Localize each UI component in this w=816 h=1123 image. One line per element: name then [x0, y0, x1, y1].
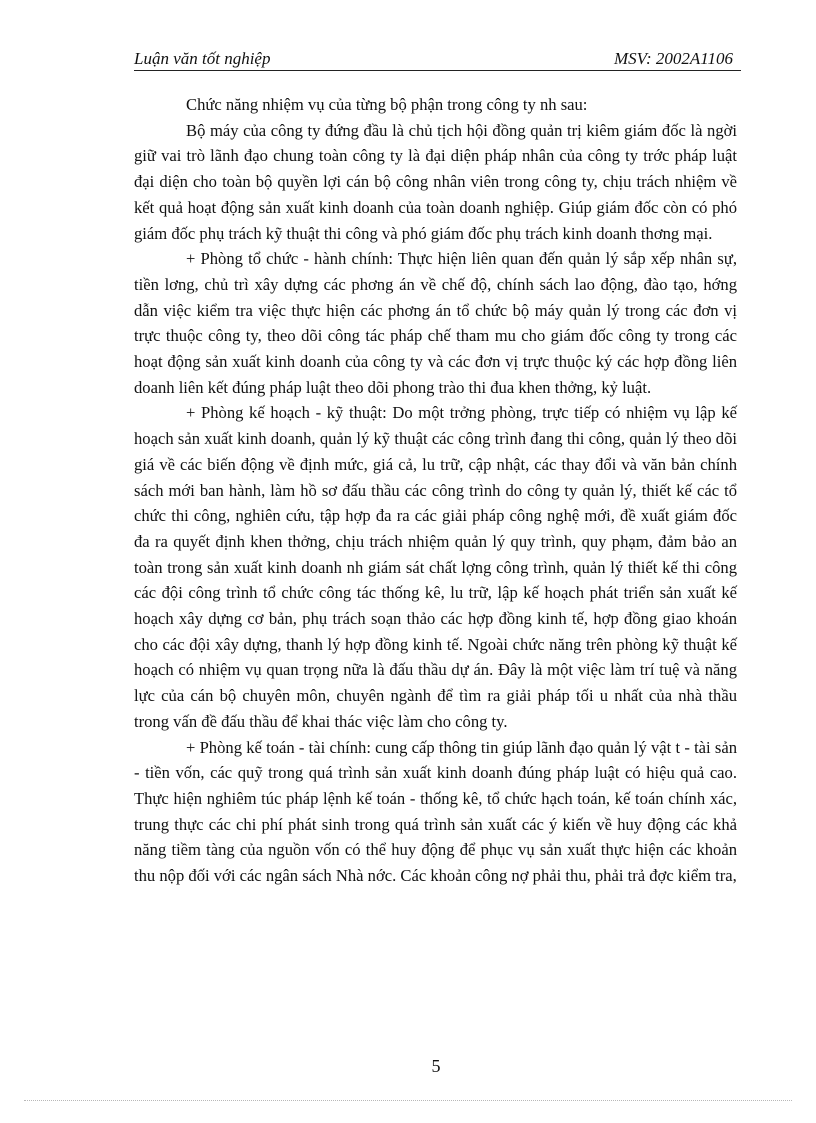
paragraph-accounting-department: + Phòng kế toán - tài chính: cung cấp thông tin giúp lãnh đạo quản lý vật t - tài sản - tiền vốn, các quỹ trong quá trình sản xuất kinh doanh đúng pháp luật có hiệu quả cao. Thực hiện nghiêm túc pháp lệnh kế toán - thống kê, tổ chức hạch toán, kế toán chính xác, trung thực các chi phí phát sinh trong quá trình sản xuất các ý kiến về huy động các khả năng tiềm tàng của nguồn vốn có thể huy động để phục vụ sản xuất thực hiện các khoản thu nộp đối với các ngân sách Nhà nớc. Các khoản công nợ phải thu, phải trả đợc kiểm tra, — [134, 737, 737, 886]
paragraph-management: Bộ máy của công ty đứng đầu là chủ tịch hội đồng quản trị kiêm giám đốc là ngời giữ vai trò lãnh đạo chung toàn công ty là đại diện pháp nhân của công ty trớc pháp luật đại diện cho toàn bộ quyền lợi cán bộ công nhân viên trong công ty, chịu trách nhiệm về kết quả hoạt động sản xuất kinh doanh của toàn doanh nghiệp. Giúp giám đốc còn có phó giám đốc phụ trách kỹ thuật thi công và phó giám đốc phụ trách kinh doanh thơng mại. — [134, 120, 737, 243]
header-thesis-title: Luận văn tốt nghiệp — [134, 49, 271, 68]
paragraph-organization-department: + Phòng tổ chức - hành chính: Thực hiện liên quan đến quản lý sắp xếp nhân sự, tiền lơng, chủ trì xây dựng các phơng án về chế độ, chính sách lao động, đào tạo, hớng dẫn việc kiểm tra việc thực hiện các phơng án tổ chức bộ máy quản lý trong các đơn vị trực thuộc công ty, theo dõi công tác pháp chế tham mu cho giám đốc công ty trong các hoạt động sản xuất kinh doanh của công ty và các đơn vị trực thuộc ký các hợp đồng liên doanh liên kết đúng pháp luật theo dõi phong trào thi đua khen thởng, kỷ luật. — [134, 249, 737, 397]
page-header — [134, 46, 741, 71]
page-number: 5 — [431, 1056, 441, 1076]
body-text — [134, 92, 737, 889]
paragraph-planning-department: + Phòng kế hoạch - kỹ thuật: Do một trởng phòng, trực tiếp có nhiệm vụ lập kế hoạch sản xuất kinh doanh, quản lý kỹ thuật các công trình đang thi công, quản lý theo dõi giá về các biến động về định mức, giá cả, lu trữ, cập nhật, các thay đổi và văn bản chính sách mới ban hành, làm hồ sơ đấu thầu các công trình do công ty quản lý, thiết kế các tổ chức thi công, nghiên cứu, tập hợp đa ra các giải pháp công nghệ mới, đề xuất giám đốc đa ra quyết định khen thởng, chịu trách nhiệm quản lý quy trình, quy phạm, đảm bảo an toàn trong sản xuất kinh doanh nh giám sát chất lợng công trình, quản lý thiết kế thi công các đội công trình tổ chức công tác thống kê, lu trữ, lập kế hoạch phát triển sản xuất kế hoạch xây dựng cơ bản, phụ trách soạn thảo các hợp đồng kinh tế, hợp đồng giao khoán cho các đội xây dựng, thanh lý hợp đồng kinh tế. Ngoài chức năng trên phòng kỹ thuật kế hoạch có nhiệm vụ quan trọng nữa là đấu thầu dự án. Đây là một việc làm trí tuệ và năng lực của cán bộ chuyên môn, chuyên ngành để tìm ra giải pháp tối u nhất của nhà thầu trong vấn đề đấu thầu để khai thác việc làm cho công ty. — [134, 403, 737, 731]
header-student-id: MSV: 2002A1106 — [614, 49, 733, 68]
footer-divider — [24, 1100, 792, 1101]
paragraph-intro: Chức năng nhiệm vụ của từng bộ phận trong công ty nh sau: — [186, 95, 588, 114]
